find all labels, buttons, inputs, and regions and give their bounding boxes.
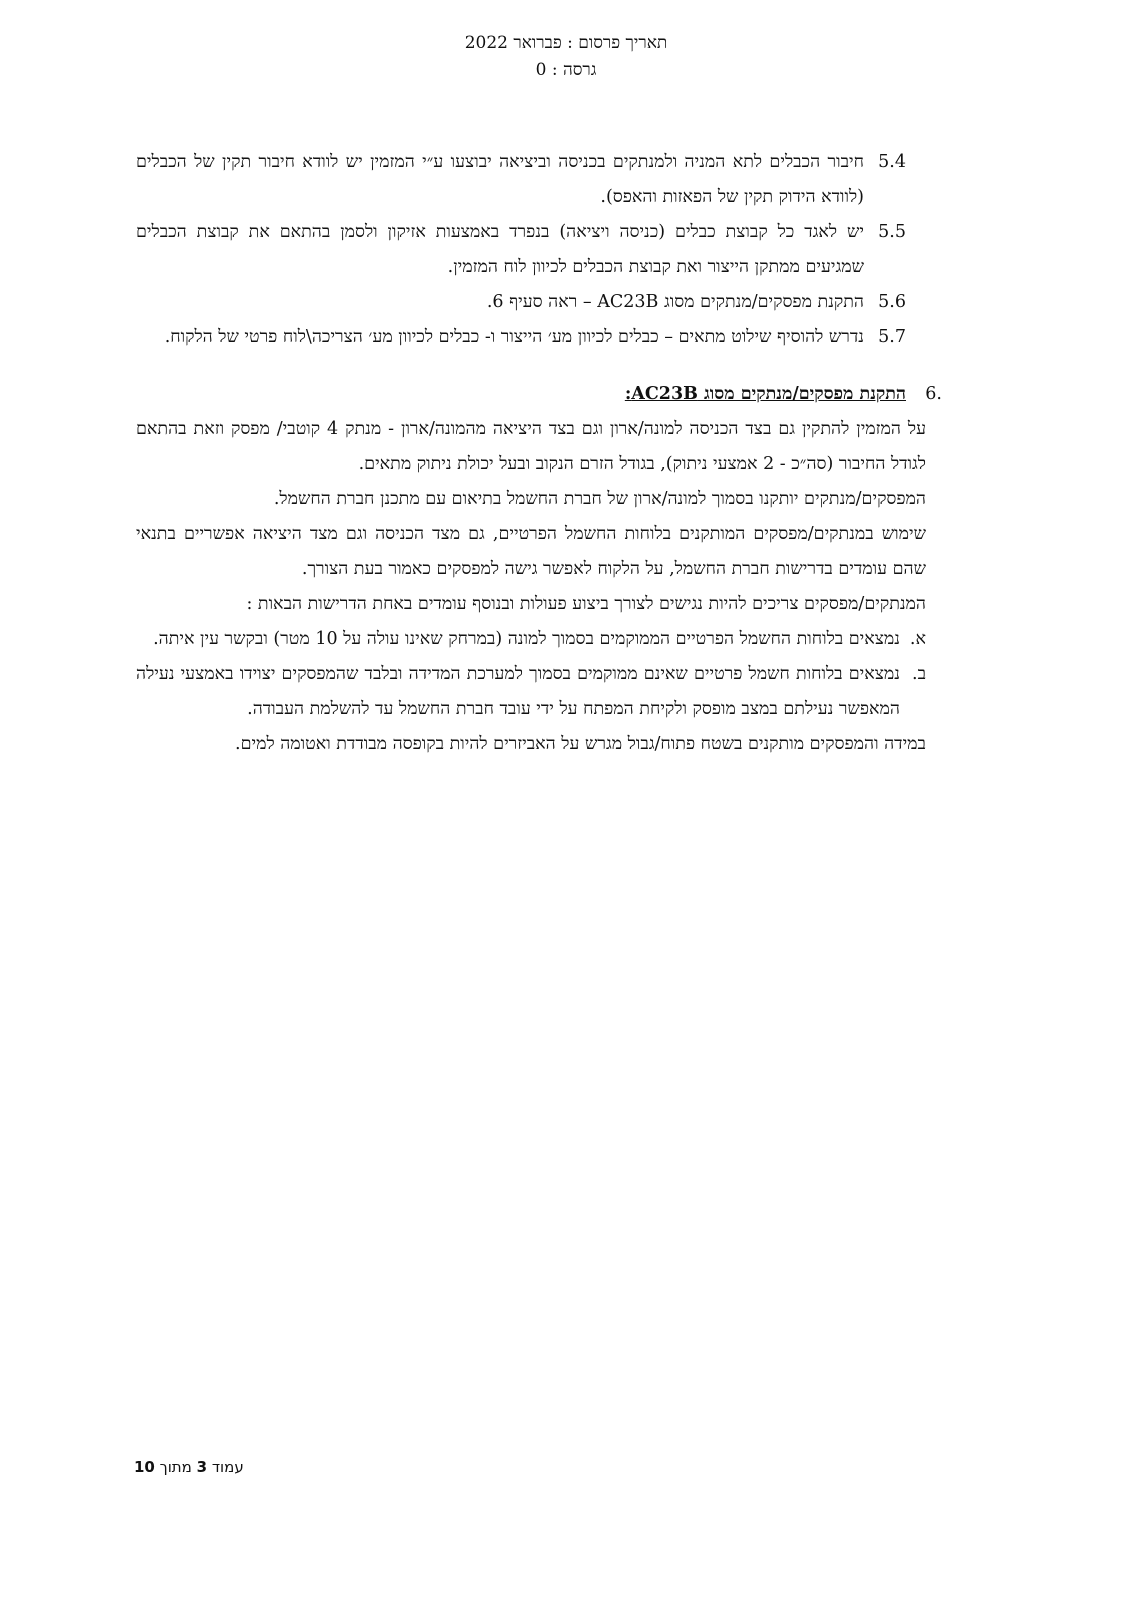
section-number: 6. [925, 384, 942, 404]
paragraph: שימוש במנתקים/מפסקים המותקנים בלוחות החשמל הפרטיים, גם מצד הכניסה וגם מצד היציאה אפשריים בתנאי שהם עומדים בדרישות חברת החשמל, על הלקוח לאפשר גישה למפסקים כאמור בעת הצורך. [136, 524, 926, 579]
section-6-heading [136, 377, 942, 412]
item-number: 5.6 [878, 292, 906, 312]
page-header [0, 30, 1132, 84]
section-title: התקנת מפסקים/מנתקים מסוג AC23B: [624, 384, 906, 404]
item-5-5 [136, 215, 926, 285]
requirement-text: נמצאים בלוחות חשמל פרטיים שאינם ממוקמים בסמוך למערכת המדידה ובלבד שהמפסקים יצוידו באמצעי נעילה המאפשר נעילתם במצב מופסק ולקיחת המפתח על ידי עובד חברת החשמל עד להשלמת העבודה. [136, 664, 900, 719]
closing-paragraph: במידה והמפסקים מותקנים בשטח פתוח/גבול מגרש על האביזרים להיות בקופסה מבודדת ואטומה למים. [235, 734, 926, 754]
item-number: 5.7 [878, 327, 906, 347]
letter-mark: א. [909, 629, 926, 649]
item-5-7 [136, 320, 926, 355]
item-number: 5.5 [878, 222, 906, 242]
document-body [136, 145, 942, 762]
total-pages: 10 [134, 1458, 155, 1476]
page-number: 3 [196, 1458, 208, 1476]
requirement-text: נמצאים בלוחות החשמל הפרטיים הממוקמים בסמוך למונה (במרחק שאינו עולה על 10 מטר) ובקשר עין איתה. [153, 629, 900, 649]
item-text: נדרש להוסיף שילוט מתאים – כבלים לכיוון מע׳ הייצור ו- כבלים לכיוון מע׳ הצריכה\לוח פרטי של הלקוח. [164, 327, 864, 347]
paragraph: על המזמין להתקין גם בצד הכניסה למונה/ארון וגם בצד היציאה מהמונה/ארון - מנתק 4 קוטבי/ מפסק וזאת בהתאם לגודל החיבור (סה״כ - 2 אמצעי ניתוק), בגודל הזרם הנקוב ובעל יכולת ניתוק מתאים. [136, 419, 926, 474]
requirement-alef [136, 622, 926, 657]
version-label: גרסה : 0 [535, 60, 597, 80]
item-text: חיבור הכבלים לתא המניה ולמנתקים בכניסה וביציאה יבוצעו ע״י המזמין יש לוודא חיבור תקין של הכבלים (לוודא הידוק תקין של הפאזות והאפס). [136, 152, 864, 207]
requirement-bet [136, 657, 926, 727]
item-5-4 [136, 145, 926, 215]
item-5-6 [136, 285, 926, 320]
paragraph: המפסקים/מנתקים יותקנו בסמוך למונה/ארון של חברת החשמל בתיאום עם מתכנן חברת החשמל. [273, 489, 926, 509]
item-text: יש לאגד כל קבוצת כבלים (כניסה ויציאה) בנפרד באמצעות אזיקון ולסמן בהתאם את קבוצת הכבלים שמגיעים ממתקן הייצור ואת קבוצת הכבלים לכיוון לוח המזמין. [136, 222, 864, 277]
item-text: התקנת מפסקים/מנתקים מסוג AC23B – ראה סעיף 6. [486, 292, 864, 312]
page-word: עמוד [211, 1458, 244, 1476]
page-footer [134, 1456, 244, 1478]
letter-mark: ב. [912, 664, 926, 684]
of-word: מתוך [159, 1458, 192, 1476]
publish-date: תאריך פרסום : פברואר 2022 [464, 33, 668, 53]
paragraph: המנתקים/מפסקים צריכים להיות נגישים לצורך ביצוע פעולות ובנוסף עומדים באחת הדרישות הבאות : [246, 594, 926, 614]
item-number: 5.4 [878, 152, 906, 172]
